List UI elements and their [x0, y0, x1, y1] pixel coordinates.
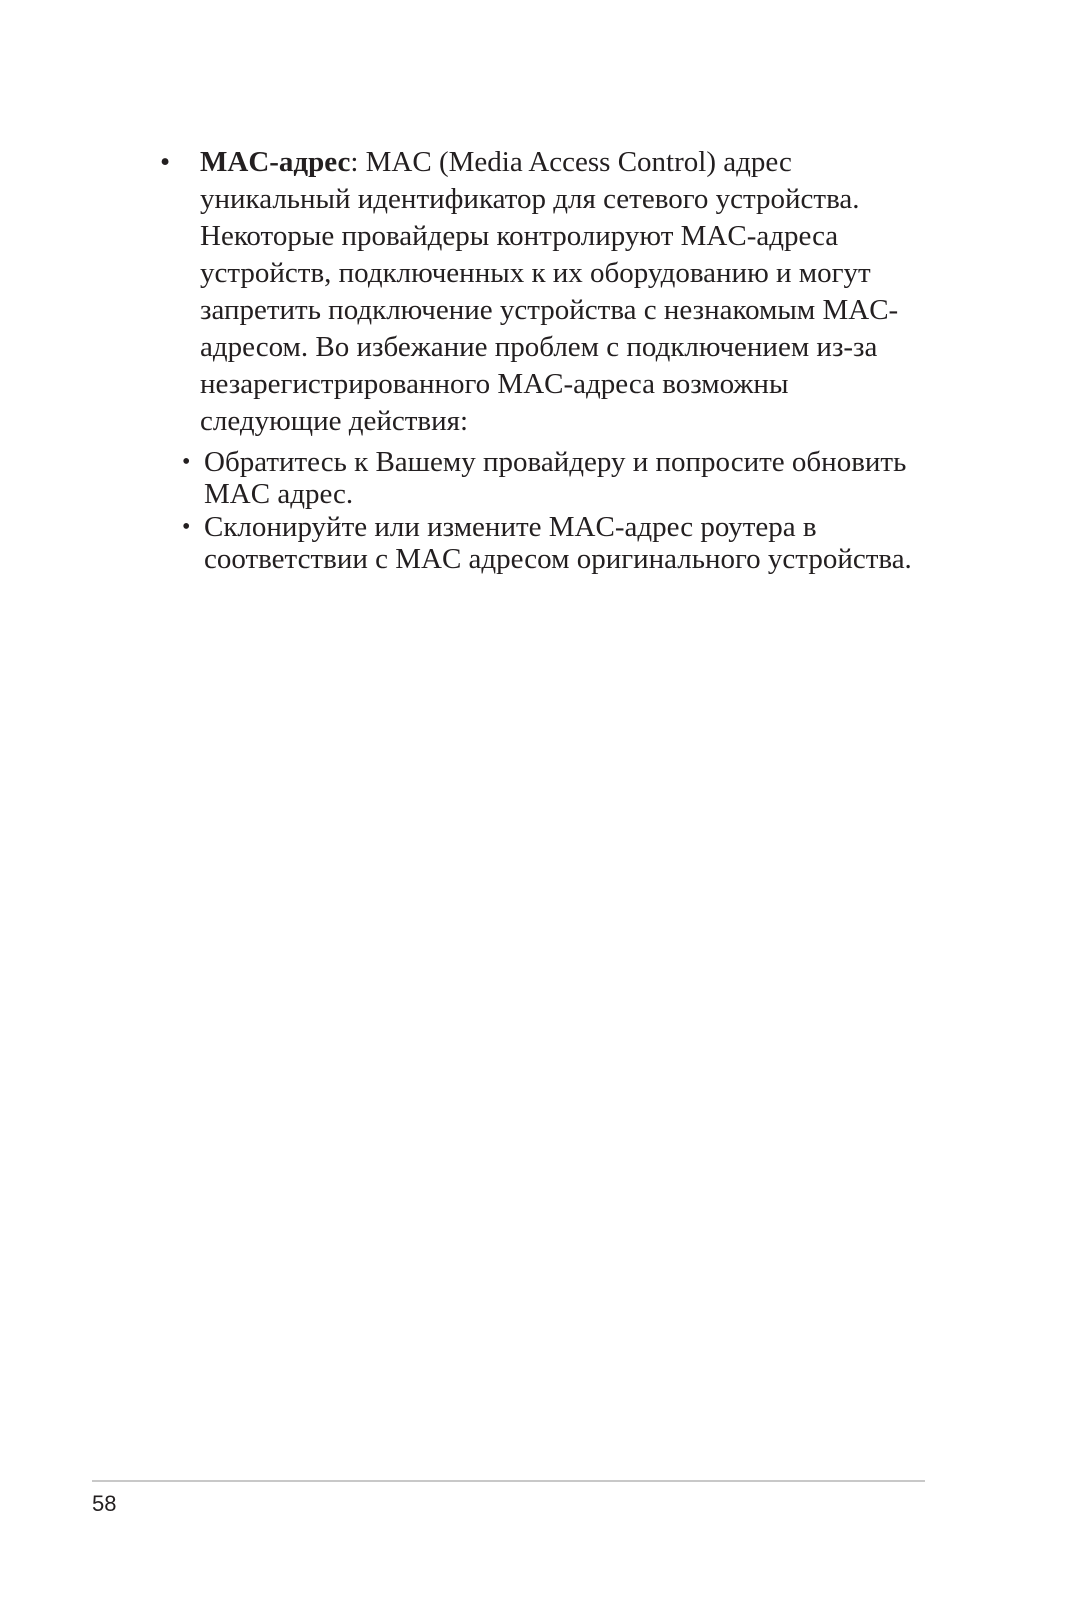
footer-divider [92, 1480, 925, 1482]
sub-bullet-list [160, 446, 920, 575]
sub-bullet-text: Обратитесь к Вашему провайдеру и попросите обновить MAC адрес. [204, 446, 907, 510]
sub-bullet-text: Склонируйте или измените MAC-адрес роутера в соответствии с MAC адресом оригинального устройства. [204, 511, 912, 575]
bullet-item-mac-address [160, 144, 920, 440]
bullet-icon: • [160, 146, 171, 178]
sub-bullet-item-clone-mac [182, 511, 920, 575]
page-number: 58 [92, 1491, 117, 1516]
mac-address-description: MAC (Media Access Control) адрес уникальный идентификатор для сетевого устройства. Некоторые провайдеры контролируют MAC-адреса устройств, подключенных к их оборудованию и могут запретить подключение устройства с незнакомым MAC-адресом. Во избежание проблем с подключением из-за незарегистрированного MAC-адреса возможны следующие действия: [200, 146, 899, 437]
term-mac-address: MAC-адрес [200, 146, 351, 178]
document-body [160, 144, 920, 576]
sub-bullet-icon: • [182, 514, 191, 540]
bullet-item-text [200, 144, 920, 440]
term-separator: : [350, 146, 366, 178]
sub-bullet-item-contact-provider [182, 446, 920, 510]
sub-bullet-icon: • [182, 449, 191, 475]
